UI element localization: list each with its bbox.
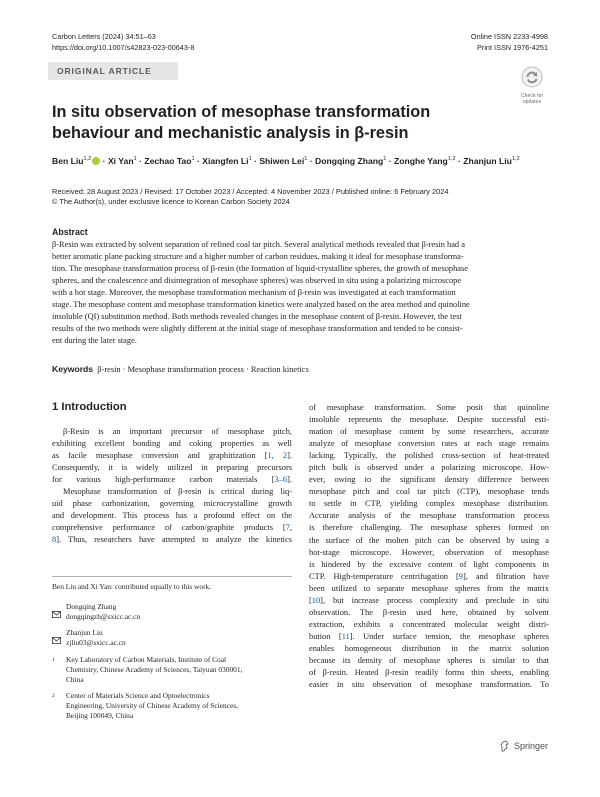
body-line: of β-resin. Heated β-resin readily forms thin sheets, enabling [309,668,549,678]
abstract-body [52,239,552,347]
citation-link[interactable]: 11 [341,631,350,641]
author-name[interactable]: Ben Liu [52,156,84,166]
author-name[interactable]: Zechao Tao [144,156,192,166]
author-name[interactable]: Xiangfen Li [202,156,249,166]
abstract-line: ent during the later stage. [52,336,137,346]
article-type-label: ORIGINAL ARTICLE [57,66,152,76]
body-line: is therefore challenging. The mesophase spheres formed on [309,523,549,533]
affiliation-2-number: 2 [52,693,55,699]
author-separator: · [100,156,108,166]
body-line: bution [11]. Under surface tension, the mesophase spheres [309,631,549,641]
author-affiliation: 1 [248,156,252,163]
body-line: exhibiting excellent bonding and coking properties as well [52,439,292,449]
doi-link[interactable]: https://doi.org/10.1007/s42823-023-00643-8 [52,43,195,52]
author-name[interactable]: Dongqing Zhang [314,156,384,166]
body-line: Consequently, it is widely utilized in preparing precursors [52,463,292,473]
body-line: extraction, exhibits a concentrated molecular weight distri- [309,619,549,629]
affiliation-1-number: 1 [52,657,55,663]
citation-link[interactable]: 8 [52,535,57,545]
body-line: insoluble represents the mesophase. Despite successful esti- [309,415,549,425]
body-line: ever, owing to the significant density difference between [309,475,549,485]
author-affiliation: 1 [191,156,195,163]
affiliation-2 [66,691,238,721]
publisher-name: Springer [513,741,548,751]
author-separator: · [455,156,464,166]
body-line: mesophase pitch and coal tar pitch (CTP), mesophase tends [309,487,549,497]
author-name[interactable]: Xi Yan [107,156,134,166]
footnote-rule [52,576,292,577]
body-line: is hindered by the excessive content of light components in [309,559,549,569]
abstract-line: insoluble (QI) substitution method. Both methods revealed changes in the mesophase content of β-resin. However, the test [52,312,462,322]
body-line: [10], but increase process complexity and preclude in situ [309,595,549,605]
aff2-line: Engineering, University of Chinese Academy of Sciences, [66,701,238,710]
aff2-line: Center of Materials Science and Optoelectronics [66,691,210,700]
author-affiliation: 1,2 [83,156,92,163]
springer-horse-icon [500,740,510,752]
corr1-email[interactable]: dongqingzh@sxicc.ac.cn [66,612,141,621]
affiliation-1 [66,655,242,685]
corr1-name: Dongqing Zhang [66,602,117,611]
aff1-line: Key Laboratory of Carbon Materials, Institute of Coal [66,655,227,664]
author-affiliation: 1 [133,156,137,163]
author-separator: · [251,156,260,166]
body-line: because its density of mesophase spheres is similar to that [309,655,549,665]
author-affiliation: 1,2 [447,156,456,163]
publisher-logo [500,740,548,752]
dates-line: Received: 28 August 2023 / Revised: 17 October 2023 / Accepted: 4 November 2023 / Published online: 6 February 2024 [52,187,449,196]
body-line: been utilized to separate mesophase spheres from the matrix [309,583,549,593]
body-line: Mesophase transformation of β-resin is critical during liq- [63,487,292,497]
print-issn: Print ISSN 1976-4251 [477,43,548,52]
body-line: hot-stage microscope. However, observation of mesophase [309,547,549,557]
author-separator: · [194,156,203,166]
author-separator: · [307,156,315,166]
body-line: as facile mesophase conversion and graphitization [1, 2]. [52,451,293,461]
check-updates-line2: updates [522,99,542,105]
corr2-name: Zhanjun Liu [66,628,103,637]
body-line: analyze of mesophase conversion rates at each stage remains [309,439,549,449]
body-line: β-Resin is an important precursor of mesophase pitch, [63,427,292,436]
keywords-label: Keywords [52,364,94,374]
body-line: easier in situ observation of mesophase transformation. To [309,680,549,690]
keywords-text: β-resin · Mesophase transformation process · Reaction kinetics [97,365,309,374]
citation-link[interactable]: 10 [311,595,321,605]
body-line: to settle in CTP, yielding complex mesophase distribution. [309,499,549,509]
body-line: Accurate analysis of the mesophase transformation process [309,511,549,521]
publication-dates [52,187,448,208]
citation-link[interactable]: 1, 2 [267,451,288,461]
journal-citation: Carbon Letters (2024) 34:51–63 [52,32,156,41]
body-line: lacking. Typically, the polished cross-section of heat-treated [309,451,549,461]
body-line: comprehensive performance of carbon/graphite products [7, [52,523,292,533]
citation-link[interactable]: 9 [458,571,463,581]
abstract-line: spheres, and the coalescence and disintegration of mesophase spheres) was observed in situ using a polarizing microscope [52,276,462,286]
article-type-badge [48,62,178,80]
citation-link[interactable]: 7 [285,523,290,533]
envelope-icon [52,605,61,623]
author-affiliation: 1 [304,156,308,163]
online-issn: Online ISSN 2233-4998 [470,32,548,41]
abstract-line: results of the two methods were slightly different at the initial stage of mesophase transformation and tended to be consist- [52,324,463,334]
author-affiliation: 1 [383,156,387,163]
body-line: for various high-performance carbon materials [3–6]. [52,475,292,485]
body-line: enables homogeneous distribution in the matrix solution [309,643,549,653]
author-list [52,156,552,166]
author-name[interactable]: Zhanjun Liu [463,156,512,166]
aff1-line: China [66,675,84,684]
body-line: pitch bulk is observed under a polarizing microscope. How- [309,463,549,473]
body-line: the surface of the molten pitch can be observed by using a [309,535,549,545]
check-updates-icon [521,66,543,88]
body-line: of mesophase transformation. Some posit that quinoline [309,403,549,412]
body-line: uid phase carbonization, governing microcrystalline growth [52,499,292,509]
right-column-text [309,402,549,691]
author-separator: · [386,156,395,166]
copyright-line: © The Author(s), under exclusive licence to Korean Carbon Society 2024 [52,197,290,207]
envelope-icon [52,631,61,649]
check-for-updates[interactable] [515,66,549,105]
corresponding-author-1 [66,602,140,622]
author-affiliation: 1,2 [511,156,520,163]
body-line: CTP. High-temperature centrifugation [9], and filtration have [309,571,549,581]
abstract-heading: Abstract [52,227,88,237]
citation-link[interactable]: 3–6 [274,475,288,485]
section-heading: 1 Introduction [52,401,127,413]
abstract-line: β-Resin was extracted by solvent separation of refined coal tar pitch. Several analytical methods revealed that β-resin had a [52,240,465,249]
equal-contribution-note: Ben Liu and Xi Yan: contributed equally to this work. [52,582,212,591]
body-line: 8]. Thus, researchers have attempted to analyze the kinetics [52,535,292,545]
aff1-line: Chemistry, Chinese Academy of Sciences, Taiyuan 030001, [66,665,243,674]
body-line: and development. This process has a profound effect on the [52,511,292,521]
left-column-text [52,426,292,546]
check-updates-line1: Check for [520,93,544,99]
keywords [52,364,309,374]
corr2-email[interactable]: zjliu03@sxicc.ac.cn [66,638,126,647]
paper-title: In situ observation of mesophase transformation behaviour and mechanistic analysis in β-resin [52,103,431,142]
body-line: mation of mesophase content by some researchers, accurate [309,427,549,437]
author-name[interactable]: Zonghe Yang [394,156,448,166]
abstract-line: tion. The mesophase transformation process of β-resin (the formation of liquid-crystalline spheres, the growth of mesophase [52,264,469,274]
abstract-line: stage. The mesophase content and mesophase transformation kinetics were analyzed based on the area method and quinoline [52,300,470,310]
body-line: observation. The β-resin used here, obtained by solvent [309,607,549,617]
aff2-line: Beijing 100049, China [66,711,134,720]
author-separator: · [136,156,145,166]
abstract-line: better aromatic plane packing structure and a higher number of carbon residues, making it ideal for mesophase transforma- [52,252,464,262]
corresponding-author-2 [66,628,126,648]
abstract-line: with a hot stage. Moreover, the mesophase transformation mechanism of β-resin was investigated at each transformation [52,288,456,298]
author-name[interactable]: Shiwen Lei [259,156,305,166]
